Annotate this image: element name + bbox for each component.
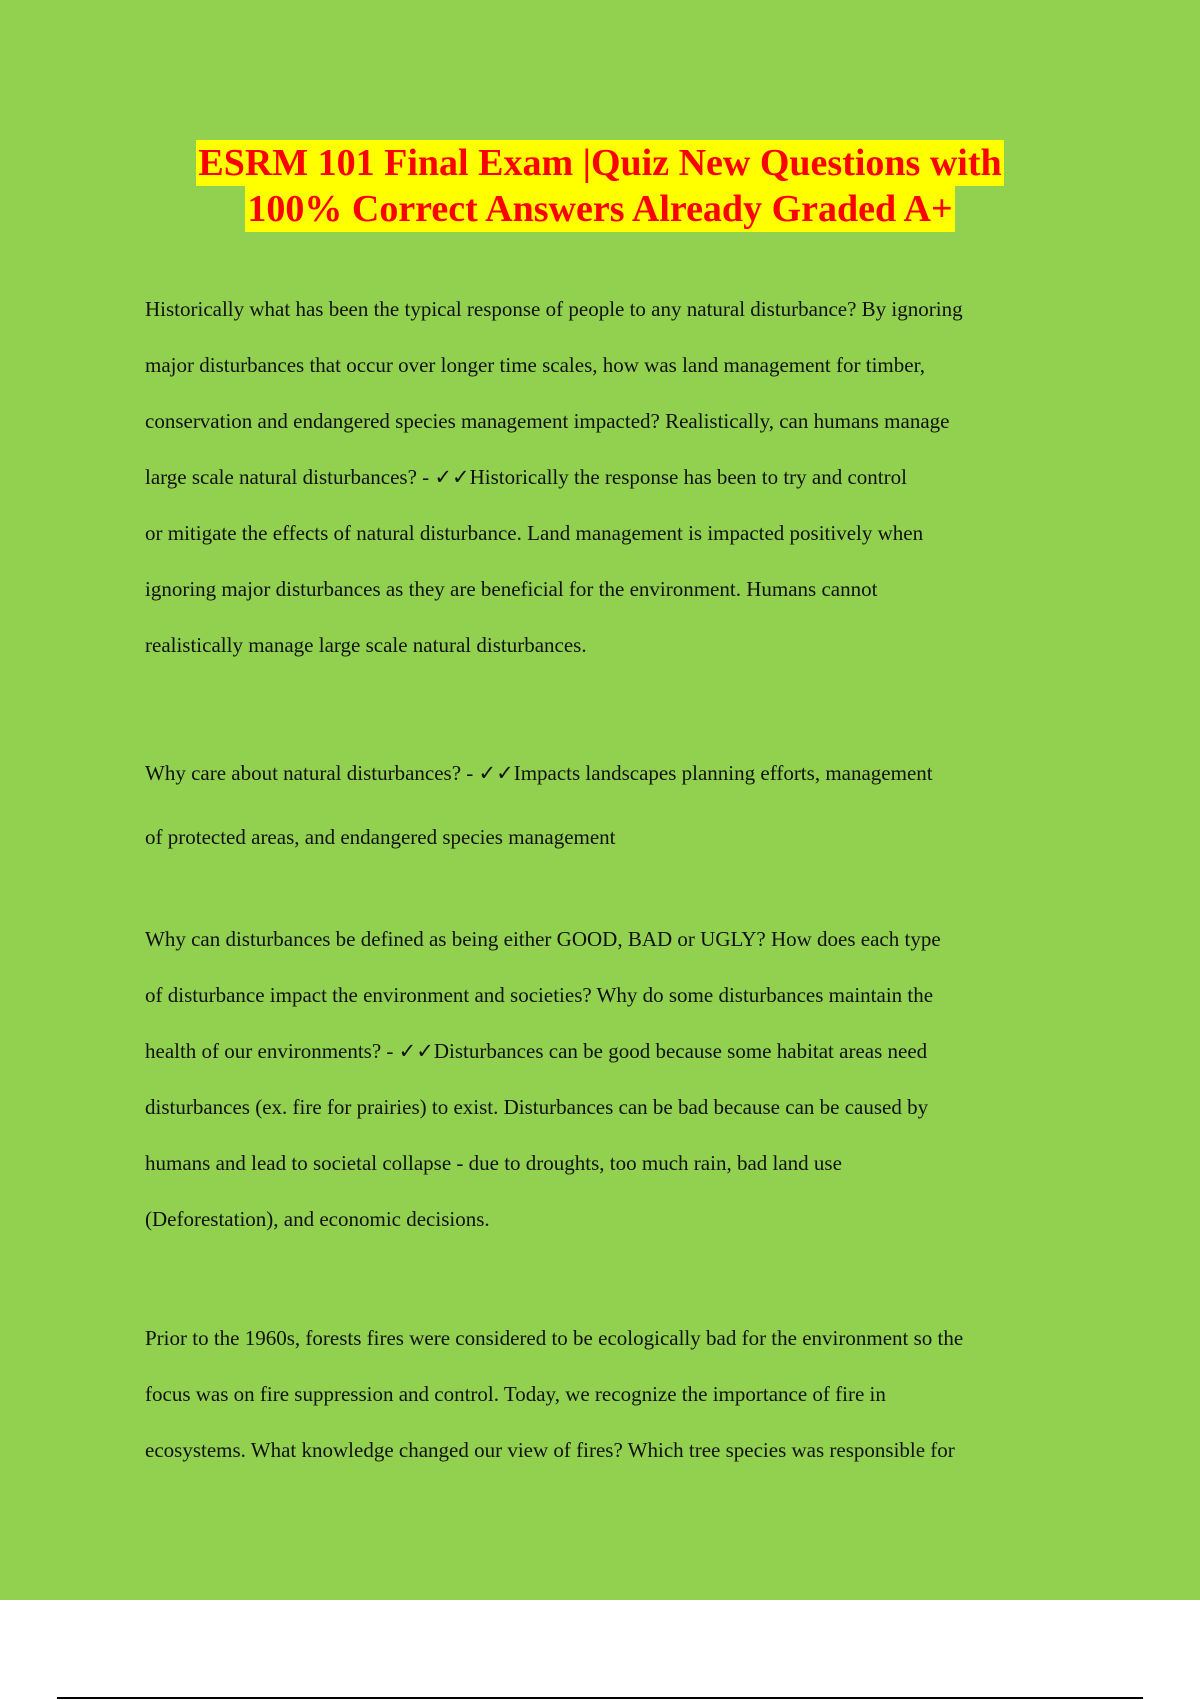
qa-paragraph-4	[145, 1310, 1105, 1478]
footer-divider	[57, 1697, 1143, 1699]
paragraph-line: Why care about natural disturbances? - ✓✓Impacts landscapes planning efforts, management	[145, 761, 933, 785]
qa-paragraph-3	[145, 911, 1105, 1247]
paragraph-line: ecosystems. What knowledge changed our view of fires? Which tree species was responsible for	[145, 1438, 955, 1462]
paragraph-line: major disturbances that occur over longer time scales, how was land management for timber,	[145, 353, 925, 377]
paragraph-line: disturbances (ex. fire for prairies) to exist. Disturbances can be bad because can be caused by	[145, 1095, 929, 1119]
qa-paragraph-2	[145, 741, 1105, 869]
qa-paragraph-1	[145, 281, 1105, 673]
paragraph-line: ignoring major disturbances as they are beneficial for the environment. Humans cannot	[145, 577, 878, 601]
paragraph-line: conservation and endangered species management impacted? Realistically, can humans manage	[145, 409, 950, 433]
paragraph-line: or mitigate the effects of natural disturbance. Land management is impacted positively when	[145, 521, 924, 545]
paragraph-line: Historically what has been the typical response of people to any natural disturbance? By ignoring	[145, 297, 963, 321]
paragraph-line: Prior to the 1960s, forests fires were considered to be ecologically bad for the environment so the	[145, 1326, 964, 1350]
title-line-2: 100% Correct Answers Already Graded A+	[247, 188, 953, 230]
document-title	[0, 140, 1200, 232]
paragraph-line: of disturbance impact the environment and societies? Why do some disturbances maintain the	[145, 983, 934, 1007]
paragraph-line: large scale natural disturbances? - ✓✓Historically the response has been to try and control	[145, 465, 907, 489]
paragraph-line: of protected areas, and endangered species management	[145, 825, 616, 849]
title-line-1: ESRM 101 Final Exam |Quiz New Questions with	[198, 142, 1002, 184]
paragraph-line: (Deforestation), and economic decisions.	[145, 1207, 490, 1231]
paragraph-line: realistically manage large scale natural disturbances.	[145, 633, 587, 657]
paragraph-line: health of our environments? - ✓✓Disturbances can be good because some habitat areas need	[145, 1039, 928, 1063]
paragraph-line: Why can disturbances be defined as being either GOOD, BAD or UGLY? How does each type	[145, 927, 941, 951]
paragraph-line: focus was on fire suppression and control. Today, we recognize the importance of fire in	[145, 1382, 886, 1406]
paragraph-line: humans and lead to societal collapse - due to droughts, too much rain, bad land use	[145, 1151, 842, 1175]
